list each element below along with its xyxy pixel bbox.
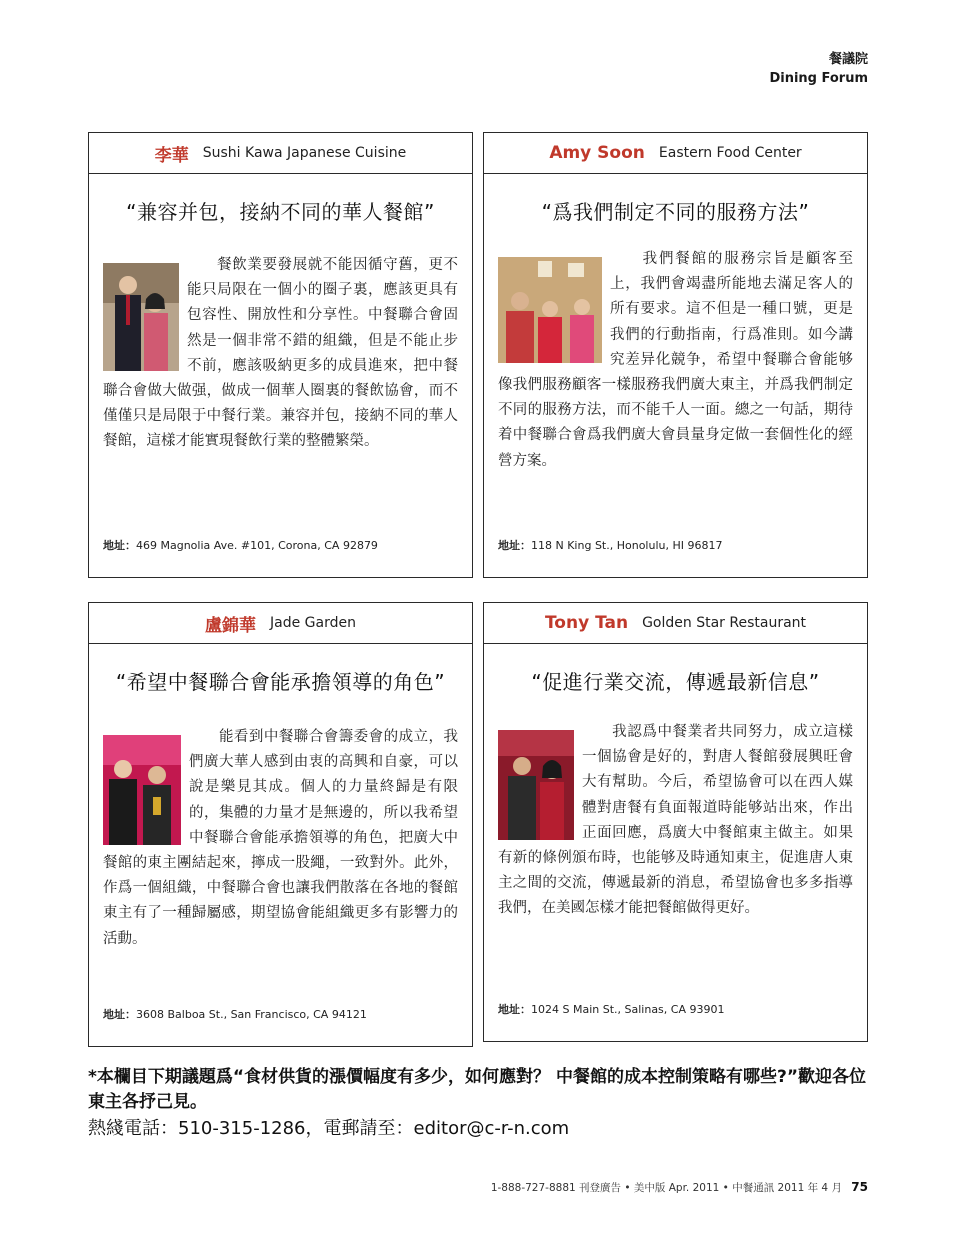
card-header: [89, 603, 472, 644]
restaurant-name: Golden Star Restaurant: [642, 615, 807, 631]
portrait-photo: [103, 263, 179, 371]
card-header: [484, 603, 867, 644]
section-title-zh: 餐議院: [828, 52, 868, 67]
card-header: [484, 133, 867, 174]
forum-card-li-hua: [88, 132, 473, 578]
restaurant-name: Sushi Kawa Japanese Cuisine: [202, 145, 407, 161]
card-quote: “促進行業交流，傳遞最新信息”: [531, 670, 820, 694]
card-body: 我認爲中餐業者共同努力，成立這樣一個協會是好的，對唐人餐館發展興旺會大有幫助。今后，希望協會可以在西人媒體對唐餐有負面報道時能够站出來，作出正面回應，爲廣大中餐館東主做主。如果有新的條例頒布時，也能够及時通知東主，促進唐人東主之間的交流，傳遞最新的消息，希望協會也多多指導我們，在美國怎樣才能把餐館做得更好。: [498, 724, 853, 917]
section-header: [769, 50, 868, 88]
contact-line: 熱綫電話：510-315-1286，電郵請至：editor@c-r-n.com: [88, 1118, 570, 1139]
forum-card-amy-soon: [483, 132, 868, 578]
card-quote: “希望中餐聯合會能承擔領導的角色”: [115, 670, 446, 694]
address-label: 地址：: [498, 1003, 531, 1016]
address-text: 469 Magnolia Ave. #101, Corona, CA 92879: [136, 539, 378, 552]
card-body: 能看到中餐聯合會籌委會的成立，我們廣大華人感到由衷的高興和自豪，可以說是樂見其成。個人的力量終歸是有限的，集體的力量才是無邊的，所以我希望中餐聯合會能承擔領導的角色，把廣大中餐館的東主團結起來，擰成一股繩，一致對外。此外，作爲一個組織，中餐聯合會也讓我們散落在各地的餐館東主有了一種歸屬感，期望協會能組織更多有影響力的活動。: [103, 729, 458, 947]
page-footer: [491, 1180, 868, 1195]
address-label: 地址：: [103, 539, 136, 552]
section-title-en: Dining Forum: [769, 71, 868, 86]
speaker-name: Tony Tan: [544, 613, 629, 633]
card-body: 餐飲業要發展就不能因循守舊，更不能只局限在一個小的圈子裏，應該更具有包容性、開放性和分享性。中餐聯合會固然是一個非常不錯的組織，但是不能止步不前，應該吸納更多的成員進來，把中餐聯合會做大做强，做成一個華人圈裏的餐飲協會，而不僅僅只是局限于中餐行業。兼容并包，接納不同的華人餐館，這樣才能實現餐飲行業的整體繁榮。: [103, 257, 458, 450]
address-label: 地址：: [498, 539, 531, 552]
page-number: 75: [851, 1180, 868, 1194]
speaker-name: 盧錦華: [205, 615, 257, 636]
address: [103, 537, 378, 553]
address: [103, 1006, 367, 1022]
speaker-name: 李華: [154, 145, 189, 166]
card-quote: “兼容并包，接納不同的華人餐館”: [126, 200, 435, 224]
forum-card-tony-tan: [483, 602, 868, 1042]
portrait-photo: [498, 730, 574, 840]
award-photo: [103, 735, 181, 845]
card-body: 我們餐館的服務宗旨是顧客至上，我們會竭盡所能地去滿足客人的所有要求。這不但是一種口號，更是我們的行動指南，行爲准則。如今講究差异化競争，希望中餐聯合會能够像我們服務顧客一樣服務我們廣大東主，并爲我們制定不同的服務方法，而不能千人一面。總之一句話，期待着中餐聯合會爲我們廣大會員量身定做一套個性化的經營方案。: [498, 251, 853, 469]
address: [498, 1001, 724, 1017]
footer-text: 1-888-727-8881 刊登廣告 • 美中版 Apr. 2011 • 中餐通訊 2011 年 4 月: [490, 1182, 842, 1194]
address: [498, 537, 722, 553]
card-quote: “爲我們制定不同的服務方法”: [541, 200, 810, 224]
address-text: 3608 Balboa St., San Francisco, CA 94121: [136, 1008, 367, 1021]
next-topic-note: *本欄目下期議題爲“食材供貨的漲價幅度有多少，如何應對？ 中餐館的成本控制策略有哪些?”歡迎各位東主各抒己見。: [88, 1067, 867, 1112]
address-text: 1024 S Main St., Salinas, CA 93901: [531, 1003, 725, 1016]
restaurant-name: Eastern Food Center: [658, 145, 802, 161]
forum-card-lu-jin-hua: [88, 602, 473, 1047]
group-photo: [498, 257, 602, 363]
speaker-name: Amy Soon: [549, 143, 645, 163]
card-header: [89, 133, 472, 174]
address-label: 地址：: [103, 1008, 136, 1021]
address-text: 118 N King St., Honolulu, HI 96817: [531, 539, 723, 552]
restaurant-name: Jade Garden: [270, 615, 356, 631]
